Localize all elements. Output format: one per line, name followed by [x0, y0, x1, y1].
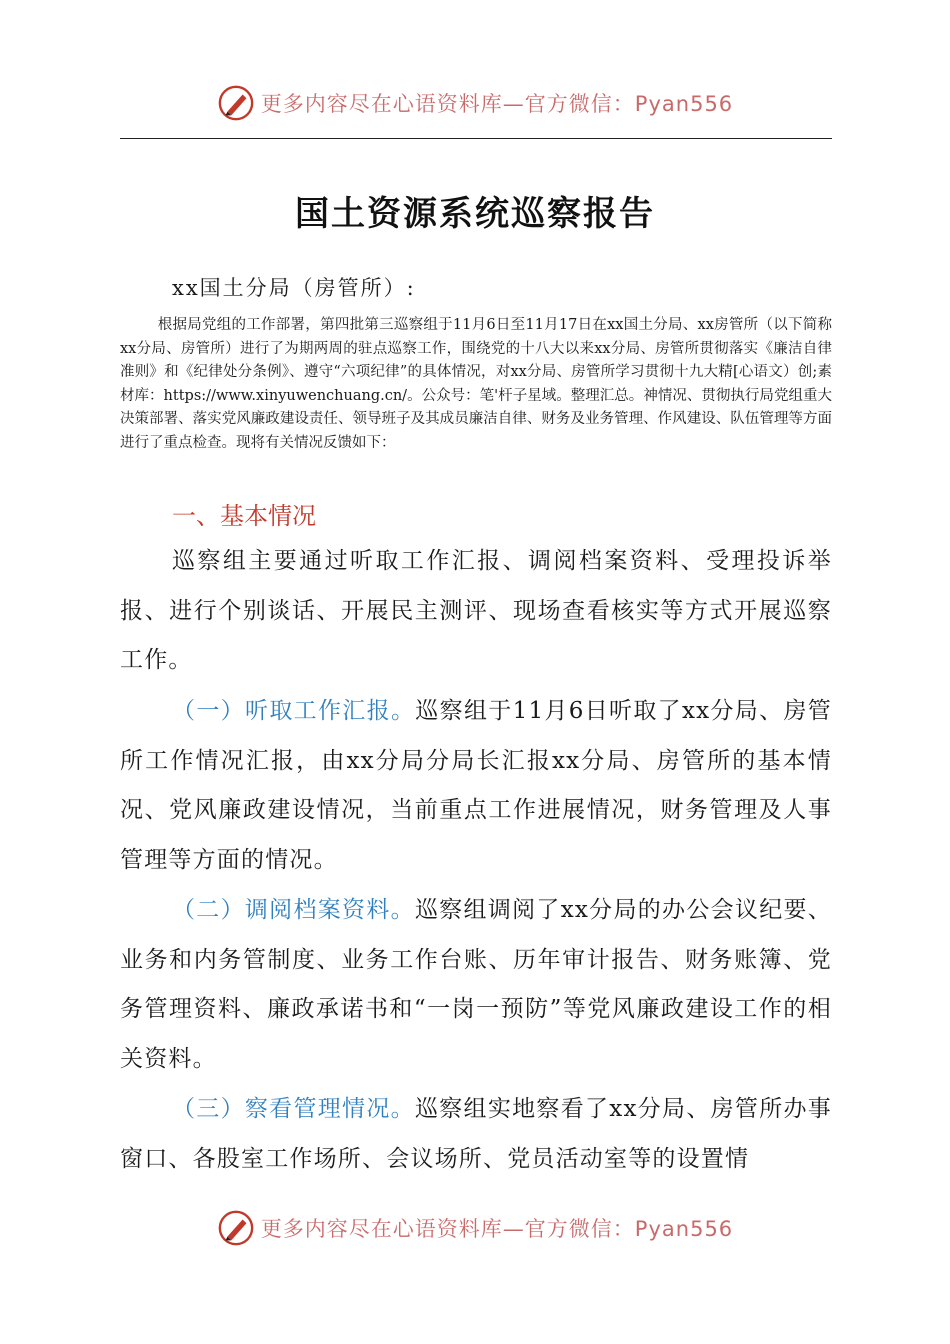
header-divider [120, 138, 832, 139]
salutation: xx国土分局（房管所）: [172, 276, 416, 300]
page-title: 国土资源系统巡察报告 [295, 194, 655, 234]
paragraph-archives [120, 886, 832, 1084]
paragraph-methods: 巡察组主要通过听取工作汇报、调阅档案资料、受理投诉举报、进行个别谈话、开展民主测评、现场查看核实等方式开展巡察工作。 [120, 548, 832, 673]
intro-paragraph: 根据局党组的工作部署，第四批第三巡察组于11月6日至11月17日在xx国土分局、xx房管所（以下简称xx分局、房管所）进行了为期两周的驻点巡察工作，围绕党的十八大以来xx分局、房管所贯彻落实《廉洁自律准则》和《纪律处分条例》、遵守“六项纪律”的具体情况，对xx分局、房管所学习贯彻十九大精[心语文）创;素材库：https://www.xinyuwenchuang.cn/。公众号：笔'杆子星域。整理汇总。神情况、贯彻执行局党组重大决策部署、落实党风廉政建设责任、领导班子及其成员廉洁自律、财务及业务管理、作风建设、队伍管理等方面进行了重点检查。现将有关情况反馈如下： [120, 317, 832, 451]
header-banner-text: 更多内容尽在心语资料库—官方微信：Pyan556 [260, 92, 734, 116]
pen-logo-icon [217, 1209, 255, 1247]
subheading-inspection: （三）察看管理情况。 [172, 1096, 415, 1122]
subheading-report: （一）听取工作汇报。 [172, 698, 416, 724]
footer-banner [0, 1208, 950, 1248]
paragraph-inspection [120, 1085, 832, 1185]
section-heading-basic: 一、基本情况 [172, 502, 316, 530]
paragraph-report [120, 687, 832, 885]
subtext-inspection: 巡察组实地察看了xx分局、房管所办事窗口、各股室工作场所、会议场所、党员活动室等的设置情 [120, 1096, 832, 1172]
subtext-report: 巡察组于11月6日听取了xx分局、房管所工作情况汇报，由xx分局分局长汇报xx分局、房管所的基本情况、党风廉政建设情况，当前重点工作进展情况，财务管理及人事管理等方面的情况。 [120, 698, 832, 873]
subtext-archives: 巡察组调阅了xx分局的办公会议纪要、业务和内务管制度、业务工作台账、历年审计报告、财务账簿、党务管理资料、廉政承诺书和“一岗一预防”等党风廉政建设工作的相关资料。 [120, 897, 833, 1072]
footer-banner-text: 更多内容尽在心语资料库—官方微信：Pyan556 [260, 1217, 734, 1241]
subheading-archives: （二）调阅档案资料。 [172, 897, 415, 923]
pen-logo-icon [217, 84, 255, 122]
header-banner [0, 83, 950, 123]
